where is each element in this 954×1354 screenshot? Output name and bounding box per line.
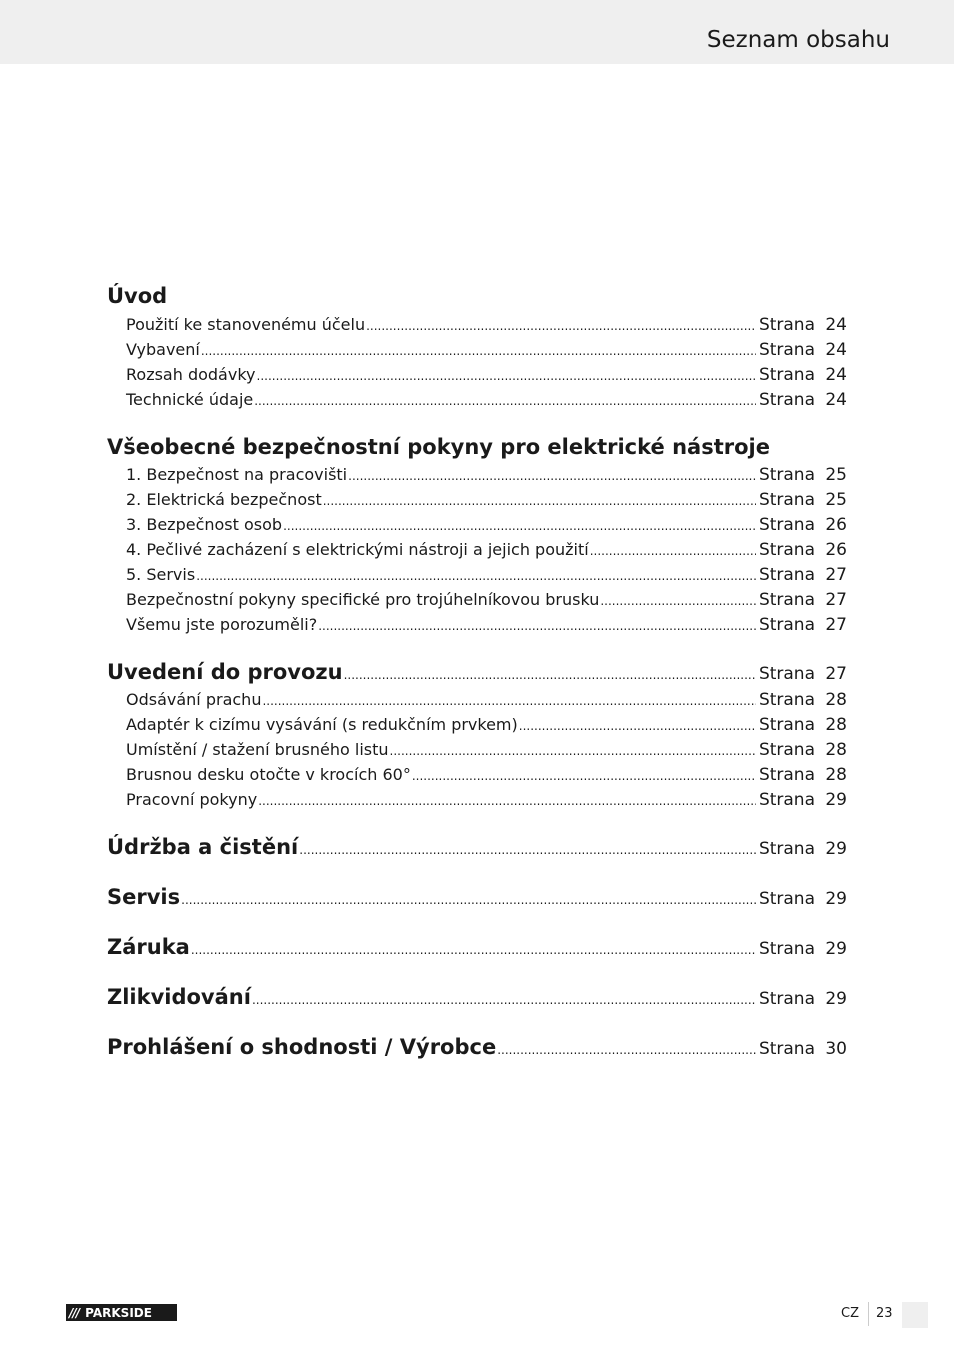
footer-tab xyxy=(902,1302,928,1328)
strana-label: Strana xyxy=(758,390,815,410)
dot-leader xyxy=(497,1043,756,1057)
dot-leader xyxy=(283,519,756,533)
toc-entry-page: 27 xyxy=(825,565,847,585)
toc-entry[interactable] xyxy=(107,365,847,385)
dot-leader xyxy=(600,594,756,608)
dot-leader xyxy=(201,344,756,358)
strana-label: Strana xyxy=(758,565,815,585)
strana-label: Strana xyxy=(758,989,815,1009)
toc-section-heading: Údržba a čistění xyxy=(107,835,299,859)
toc-entry-label: Pracovní pokyny xyxy=(126,790,258,809)
dot-leader xyxy=(348,469,756,483)
dot-leader xyxy=(412,769,756,783)
dot-leader xyxy=(366,319,756,333)
dot-leader xyxy=(323,494,756,508)
strana-label: Strana xyxy=(758,315,815,335)
dot-leader xyxy=(196,569,756,583)
dot-leader xyxy=(258,794,756,808)
footer-divider xyxy=(868,1302,869,1326)
toc-entry-page: 27 xyxy=(825,615,847,635)
toc-section-heading: Uvedení do provozu xyxy=(107,660,343,684)
strana-label: Strana xyxy=(758,715,815,735)
strana-label: Strana xyxy=(758,939,815,959)
toc-entry-page: 25 xyxy=(825,490,847,510)
toc-entry[interactable] xyxy=(107,765,847,785)
toc-entry-page: 27 xyxy=(825,590,847,610)
toc-entry[interactable] xyxy=(107,540,847,560)
toc-entry[interactable] xyxy=(107,740,847,760)
logo-slashes: /// xyxy=(69,1305,80,1320)
dot-leader xyxy=(299,843,756,857)
toc-entry-page: 24 xyxy=(825,315,847,335)
strana-label: Strana xyxy=(758,889,815,909)
dot-leader xyxy=(181,893,756,907)
language-code: CZ xyxy=(841,1306,859,1321)
page-title: Seznam obsahu xyxy=(706,27,890,53)
dot-leader xyxy=(318,619,756,633)
toc-entry-label: Odsávání prachu xyxy=(126,690,262,709)
toc-entry-page: 28 xyxy=(825,715,847,735)
toc-entry-label: Adaptér k cizímu vysávání (s redukčním prvkem) xyxy=(126,715,518,734)
strana-label: Strana xyxy=(758,465,815,485)
toc-entry-page: 29 xyxy=(825,839,847,859)
toc-entry-page: 24 xyxy=(825,340,847,360)
toc-entry[interactable] xyxy=(107,590,847,610)
toc-entry[interactable] xyxy=(107,515,847,535)
toc-entry-label: Vybavení xyxy=(126,340,200,359)
parkside-logo xyxy=(66,1304,177,1321)
toc-entry-page: 30 xyxy=(825,1039,847,1059)
toc-entry-page: 24 xyxy=(825,365,847,385)
strana-label: Strana xyxy=(758,1039,815,1059)
toc-entry-page: 28 xyxy=(825,765,847,785)
toc-entry-page: 28 xyxy=(825,740,847,760)
strana-label: Strana xyxy=(758,765,815,785)
toc-entry-page: 27 xyxy=(825,664,847,684)
toc-section-entry[interactable] xyxy=(107,985,847,1009)
toc-entry-page: 25 xyxy=(825,465,847,485)
toc-entry-page: 28 xyxy=(825,690,847,710)
toc-entry-label: 3. Bezpečnost osob xyxy=(126,515,283,534)
toc-entry-page: 29 xyxy=(825,989,847,1009)
toc-entry-page: 29 xyxy=(825,790,847,810)
toc-section-entry[interactable] xyxy=(107,835,847,859)
toc-entry-label: Rozsah dodávky xyxy=(126,365,256,384)
toc-entry[interactable] xyxy=(107,615,847,635)
dot-leader xyxy=(519,719,756,733)
toc-entry-page: 26 xyxy=(825,515,847,535)
toc-entry-page: 29 xyxy=(825,889,847,909)
toc-entry[interactable] xyxy=(107,715,847,735)
toc-section-heading: Servis xyxy=(107,885,181,909)
toc-entry[interactable] xyxy=(107,690,847,710)
toc-entry-label: 1. Bezpečnost na pracovišti xyxy=(126,465,348,484)
toc-entry-page: 26 xyxy=(825,540,847,560)
strana-label: Strana xyxy=(758,490,815,510)
dot-leader xyxy=(191,943,756,957)
toc-entry[interactable] xyxy=(107,790,847,810)
strana-label: Strana xyxy=(758,615,815,635)
toc-entry-label: Umístění / stažení brusného listu xyxy=(126,740,389,759)
page-number: 23 xyxy=(876,1306,893,1321)
toc-section-heading: Záruka xyxy=(107,935,190,959)
dot-leader xyxy=(254,394,756,408)
toc-section-heading: Prohlášení o shodnosti / Výrobce xyxy=(107,1035,497,1059)
toc-entry-label: 4. Pečlivé zacházení s elektrickými nástroji a jejich použití xyxy=(126,540,589,559)
strana-label: Strana xyxy=(758,365,815,385)
strana-label: Strana xyxy=(758,540,815,560)
toc-entry[interactable] xyxy=(107,465,847,485)
toc-section-heading: Úvod xyxy=(107,284,168,308)
toc-entry-page: 29 xyxy=(825,939,847,959)
strana-label: Strana xyxy=(758,664,815,684)
logo-brand: PARKSIDE xyxy=(85,1305,152,1320)
toc-entry[interactable] xyxy=(107,565,847,585)
strana-label: Strana xyxy=(758,340,815,360)
toc-entry-label: Všemu jste porozuměli? xyxy=(126,615,318,634)
toc-entry-label: Technické údaje xyxy=(126,390,254,409)
toc-entry-label: Bezpečnostní pokyny specifické pro trojúhelníkovou brusku xyxy=(126,590,600,609)
dot-leader xyxy=(262,694,755,708)
strana-label: Strana xyxy=(758,790,815,810)
toc-section-entry[interactable] xyxy=(107,885,847,909)
toc-entry-label: Brusnou desku otočte v krocích 60° xyxy=(126,765,411,784)
dot-leader xyxy=(344,668,756,682)
strana-label: Strana xyxy=(758,515,815,535)
strana-label: Strana xyxy=(758,690,815,710)
dot-leader xyxy=(252,993,756,1007)
toc-section-entry[interactable] xyxy=(107,1035,847,1059)
dot-leader xyxy=(590,544,756,558)
toc-entry-label: 2. Elektrická bezpečnost xyxy=(126,490,322,509)
toc-section-entry[interactable] xyxy=(107,660,847,684)
strana-label: Strana xyxy=(758,740,815,760)
toc-entry-page: 24 xyxy=(825,390,847,410)
dot-leader xyxy=(390,744,756,758)
toc-section-heading: Zlikvidování xyxy=(107,985,251,1009)
toc-entry[interactable] xyxy=(107,390,847,410)
toc-entry[interactable] xyxy=(107,490,847,510)
toc-section-heading: Všeobecné bezpečnostní pokyny pro elektrické nástroje xyxy=(107,435,770,459)
toc-entry-label: Použití ke stanovenému účelu xyxy=(126,315,366,334)
dot-leader xyxy=(257,369,756,383)
strana-label: Strana xyxy=(758,839,815,859)
toc-entry[interactable] xyxy=(107,315,847,335)
toc-entry-label: 5. Servis xyxy=(126,565,196,584)
toc-entry[interactable] xyxy=(107,340,847,360)
toc-section-entry[interactable] xyxy=(107,935,847,959)
strana-label: Strana xyxy=(758,590,815,610)
